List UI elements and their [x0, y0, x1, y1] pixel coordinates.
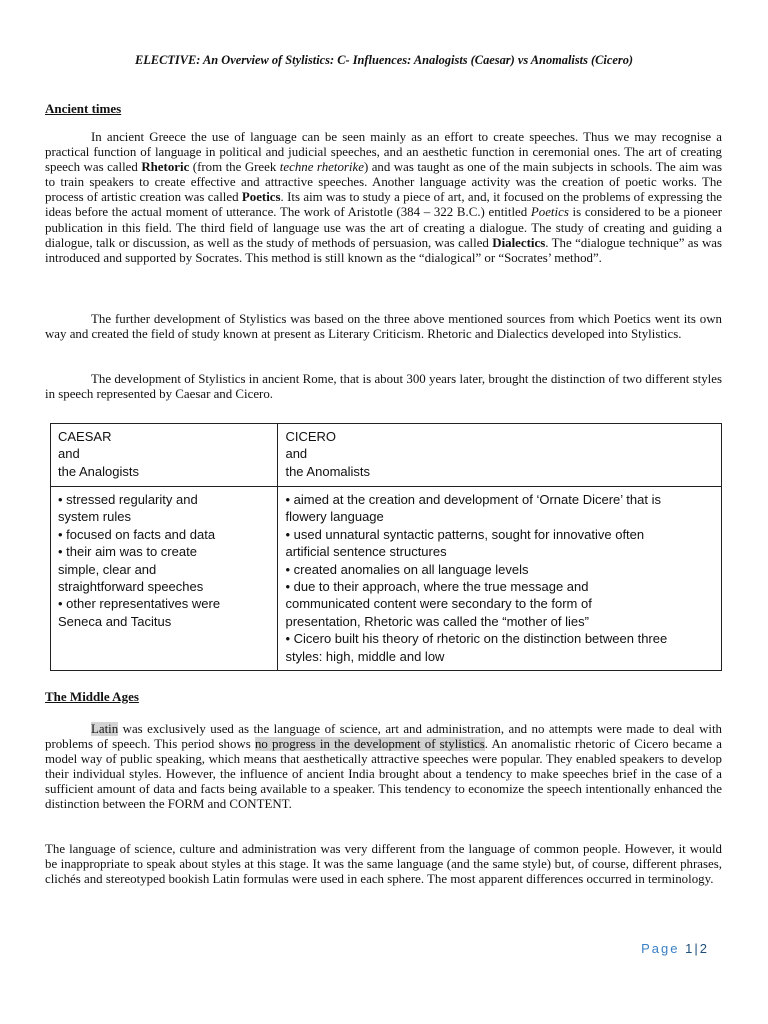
header-line: the Analogists — [58, 463, 139, 479]
cell-line: • used unnatural syntactic patterns, sought for innovative often — [285, 526, 645, 542]
cell-line: • Cicero built his theory of rhetoric on the distinction between three — [285, 631, 668, 647]
heading-middle-ages: The Middle Ages — [45, 689, 139, 704]
header-line: and — [285, 446, 308, 462]
text-run: was exclusively used as the language of science, art and administration, and no attempts were made to deal with problems of speech. This period shows — [45, 722, 722, 752]
cell-line: • their aim was to create — [58, 544, 197, 560]
paragraph-ancient-rome: The development of Stylistics in ancient Rome, that is about 300 years later, brought the distinction of two different styles in speech represented by Caesar and Cicero. — [45, 372, 722, 402]
highlight-no-progress: no progress in the development of stylistics — [254, 737, 485, 752]
cell-line: • focused on facts and data — [58, 526, 216, 542]
cell-line: • stressed regularity and — [58, 492, 198, 507]
cell-line: Seneca and Tacitus — [58, 613, 172, 629]
cell-line: flowery language — [285, 509, 384, 525]
header-cicero — [278, 424, 722, 487]
term-techne-rhetorike: techne rhetorike — [279, 160, 364, 175]
cell-line: styles: high, middle and low — [285, 648, 445, 664]
header-line: CICERO — [285, 429, 337, 444]
cell-line: • due to their approach, where the true message and — [285, 579, 589, 595]
table-header-row — [51, 424, 722, 487]
paragraph-further-development: The further development of Stylistics was based on the three above mentioned sources from which Poetics went its own way and created the field of study known at present as Literary Criticism. Rhetoric and Dialectics developed into Stylistics. — [45, 312, 722, 342]
header-line: and — [58, 446, 80, 462]
text-run: . Its aim was to study a piece of art, and, it focused on the problems of expressing the ideas before the actual moment of utterance. The work of Aristotle (384 – 322 B.C.) entitled — [45, 190, 722, 220]
text-run: . The “dialogue technique” as was introduced and supported by Socrates. This method is still known as the “dialogical” or “Socrates’ method”. — [45, 235, 722, 265]
page-number — [641, 941, 707, 956]
cell-anomalists-traits — [278, 487, 722, 671]
term-rhetoric: Rhetoric — [141, 160, 190, 175]
term-poetics: Poetics — [241, 190, 281, 205]
cell-analogists-traits — [51, 487, 278, 671]
term-dialectics: Dialectics — [492, 235, 546, 250]
highlight-latin: Latin — [91, 722, 119, 736]
paragraph-ancient-greece — [45, 130, 722, 266]
page-label: Page — [641, 941, 680, 956]
text-run: (from the Greek — [189, 160, 280, 175]
cell-line: artificial sentence structures — [285, 544, 447, 560]
cell-line: simple, clear and — [58, 561, 157, 577]
paragraph-latin — [45, 722, 722, 813]
paragraph-language-of-science: The language of science, culture and administration was very different from the language of common people. However, it would be inappropriate to speak about styles at this stage. It was the same language (and the same style) but, of course, different phrases, clichés and stereotyped bookish Latin formulas were used in each sphere. The most apparent differences occurred in terminology. — [45, 842, 722, 887]
comparison-table — [50, 423, 722, 671]
page-separator: | — [694, 941, 698, 956]
header-caesar — [51, 424, 278, 487]
header-line: CAESAR — [58, 429, 112, 444]
cell-line: communicated content were secondary to the form of — [285, 596, 592, 612]
cell-line: • aimed at the creation and development of ‘Ornate Dicere’ that is — [285, 492, 661, 507]
total-pages: 2 — [699, 941, 707, 956]
text-run: In ancient Greece the use of language can be seen mainly as an effort to create speeches. Thus we may recognise a practical function of language in political and judicial speeches, and an aesthetic function in ceremonial ones. The art of creating speech was called — [45, 130, 722, 175]
cell-line: straightforward speeches — [58, 579, 204, 595]
document-title: ELECTIVE: An Overview of Stylistics: C- Influences: Analogists (Caesar) vs Anomalists (Cicero) — [134, 53, 634, 67]
cell-line: presentation, Rhetoric was called the “mother of lies” — [285, 613, 589, 629]
text-run: ) and was taught as one of the main subjects in schools. The aim was to train speakers to create effective and attractive speeches. Another language activity was the creation of poetic works. The process of artistic creation was called — [45, 160, 723, 205]
text-run: . An anomalistic rhetoric of Cicero became a model way of public speaking, which means that aesthetically attractive speeches were popular. They enabled speakers to develop their individual styles. However, the influence of ancient India brought about a tendency to make speeches brief in the case of a sufficient amount of data and facts being available to a speaker. This tendency to economize the speech intentionally enhanced the distinction between the FORM and CONTENT. — [45, 737, 722, 812]
work-title-poetics: Poetics — [530, 205, 569, 220]
cell-line: system rules — [58, 509, 131, 525]
current-page-number: 1 — [685, 941, 693, 956]
heading-ancient-times: Ancient times — [45, 101, 122, 116]
cell-line: • created anomalies on all language levels — [285, 561, 529, 577]
text-run: is considered to be a pioneer publication in this field. The third field of language use was the art of creating a dialogue. The study of creating and guiding a dialogue, talk or discussion, as well as the study of methods of persuasion, was called — [45, 205, 722, 250]
table-body-row — [51, 487, 722, 671]
header-line: the Anomalists — [285, 463, 371, 479]
cell-line: • other representatives were — [58, 596, 221, 612]
